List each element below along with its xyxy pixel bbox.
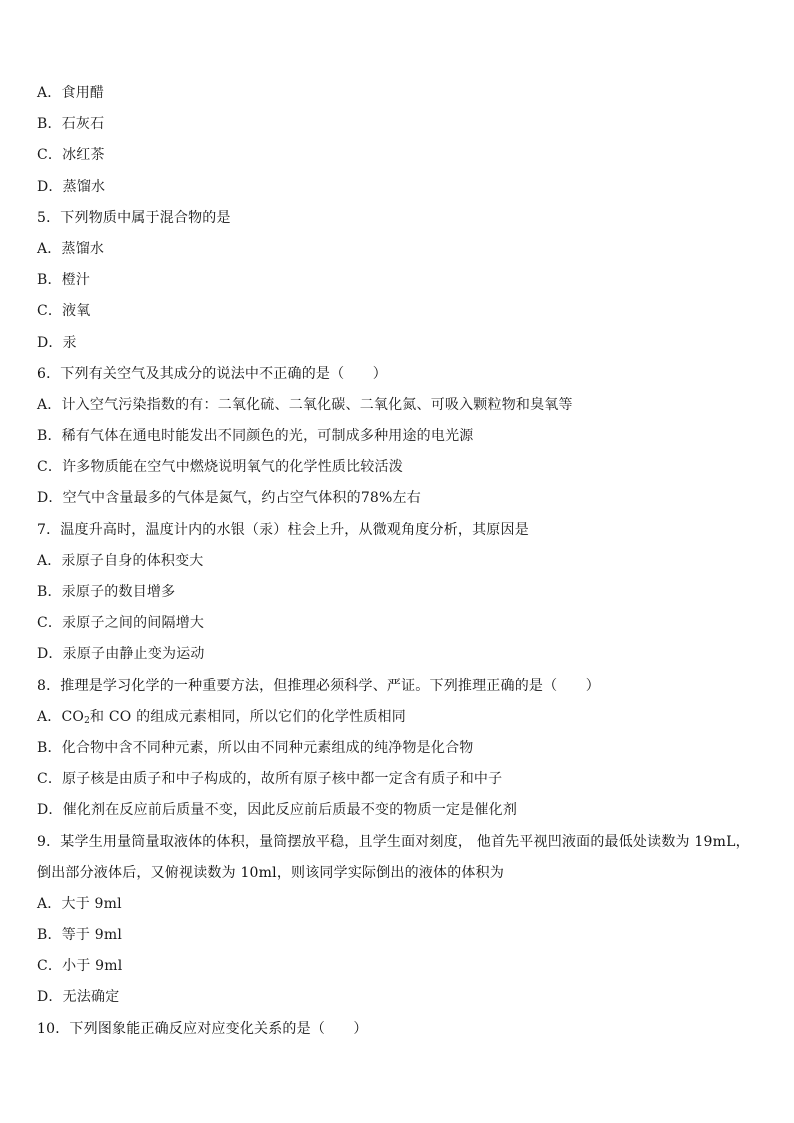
q8-option-a-subscript: 2 <box>84 715 91 726</box>
q7-option-d: D．汞原子由静止变为运动 <box>37 646 205 663</box>
q7-stem: 7．温度升高时，温度计内的水银（汞）柱会上升，从微观角度分析，其原因是 <box>37 521 529 538</box>
q6-option-b: B．稀有气体在通电时能发出不同颜色的光，可制成多种用途的电光源 <box>37 428 474 445</box>
q7-option-b: B．汞原子的数目增多 <box>37 584 176 600</box>
q5-option-b: B．橙汁 <box>37 272 91 289</box>
q4-option-d: D．蒸馏水 <box>37 178 106 195</box>
q6-option-d: D．空气中含量最多的气体是氮气，约占空气体积的78%左右 <box>37 490 421 507</box>
q8-option-a <box>37 702 757 733</box>
q7-option-a: A．汞原子自身的体积变大 <box>37 552 204 569</box>
q7-option-c: C．汞原子之间的间隔增大 <box>37 615 205 632</box>
q6-option-c: C．许多物质能在空气中燃烧说明氧气的化学性质比较活泼 <box>37 459 403 476</box>
q9-option-c: C．小于 9ml <box>37 958 123 975</box>
q5-option-c: C．液氧 <box>37 303 91 320</box>
q4-option-b: B．石灰石 <box>37 116 105 133</box>
q8-option-c: C．原子核是由质子和中子构成的，故所有原子核中都一定含有质子和中子 <box>37 771 503 788</box>
q9-stem: 9．某学生用量筒量取液体的体积，量筒摆放平稳，且学生面对刻度， 他首先平视凹液面的最低处读数为 19mL， 倒出部分液体后，又俯视读数为 10ml，则该同学实际倒出的液体的体积为 <box>37 833 750 881</box>
q5-option-d: D．汞 <box>37 334 77 351</box>
q8-option-a-rest: 和 CO 的组成元素相同，所以它们的化学性质相同 <box>90 708 406 725</box>
q10-stem: 10．下列图象能正确反应对应变化关系的是（ ） <box>37 1020 368 1037</box>
q9-option-a: A．大于 9ml <box>37 895 122 912</box>
q9-option-b: B．等于 9ml <box>37 927 122 944</box>
exam-page <box>37 78 757 1045</box>
q8-option-a-prefix: A．CO <box>37 708 85 725</box>
q9-option-d: D．无法确定 <box>37 989 120 1006</box>
q8-option-d: D．催化剂在反应前后质量不变，因此反应前后质最不变的物质一定是催化剂 <box>37 802 518 819</box>
q5-stem: 5．下列物质中属于混合物的是 <box>37 209 231 226</box>
q8-stem: 8．推理是学习化学的一种重要方法，但推理必须科学、严证。下列推理正确的是（ ） <box>37 677 600 694</box>
q6-option-a: A．计入空气污染指数的有：二氧化硫、二氧化碳、二氧化氮、可吸入颗粒物和臭氧等 <box>37 396 573 413</box>
q6-stem: 6．下列有关空气及其成分的说法中不正确的是（ ） <box>37 365 387 382</box>
q4-option-c: C．冰红茶 <box>37 147 105 164</box>
q5-option-a: A．蒸馏水 <box>37 240 105 257</box>
q4-option-a: A．食用醋 <box>37 85 105 101</box>
q8-option-b: B．化合物中含不同种元素，所以由不同种元素组成的纯净物是化合物 <box>37 739 474 756</box>
